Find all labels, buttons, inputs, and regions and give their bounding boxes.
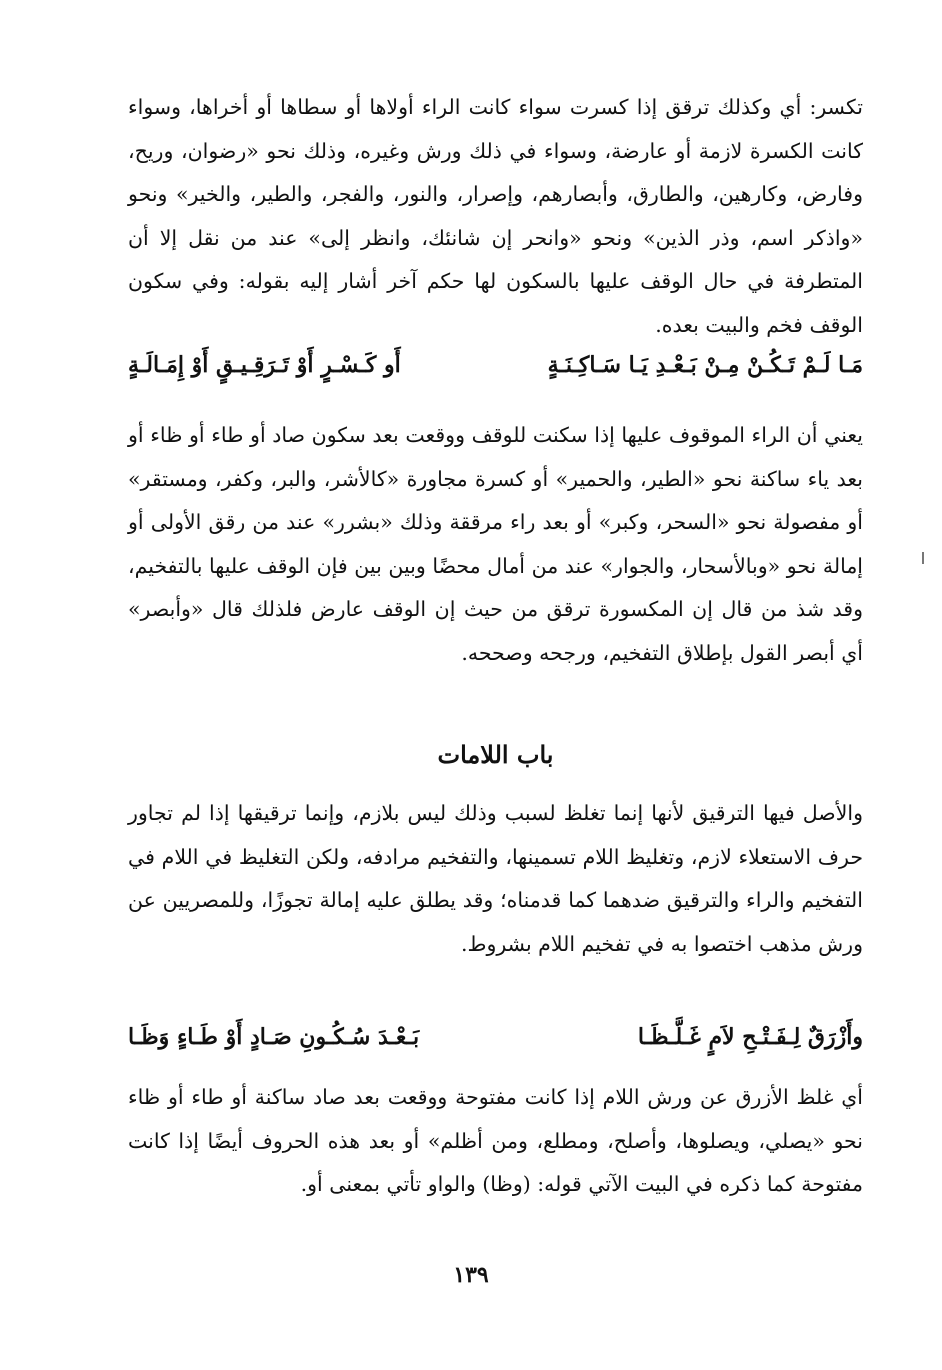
verse-1-first-hemistich: مَـا لَـمْ تَـكُـنْ مِـنْ بَـعْـدِ يَـا سَـاكِـنَـةٍ xyxy=(547,352,863,378)
verse-line-2 xyxy=(128,1024,863,1074)
paragraph-1: تكسر: أي وكذلك ترقق إذا كسرت سواء كانت الراء أولاها أو سطاها أو أخراها، وسواء كانت الكسرة لازمة أو عارضة، وسواء في ذلك ورش وغيره، وذلك نحو «رضوان، وريح، وفارض، وكارهين، والطارق، وأبصارهم، وإصرار، والنور، والفجر، والطير، والخير» ونحو «واذكر اسم، وذر الذين» ونحو «وانحر إن شانئك، وانظر إلى» عند من نقل إلا أن المتطرفة في حال الوقف عليها بالسكون لها حكم آخر أشار إليه بقوله: وفي سكون الوقف فخم والبيت بعده. xyxy=(128,95,863,337)
page-number: ١٣٩ xyxy=(453,1262,489,1288)
verse-2-first-hemistich: وأَزْرَقٌ لِـفَـتْـحِ لاَمٍ غَـلَّـظَـا xyxy=(637,1024,863,1050)
verse-1-second-hemistich: أَو كَـسْـرٍ أَوْ تَـرَقِـيـقٍ أَوْ إِمَـالَـةٍ xyxy=(128,352,401,378)
paragraph-2: يعني أن الراء الموقوف عليها إذا سكنت للوقف ووقعت بعد سكون صاد أو طاء أو ظاء أو بعد ياء ساكنة نحو «الطير، والحمير» أو كسرة مجاورة «كالأشر، والبر، وكفر، ومستقر» أو مفصولة نحو «السحر، وكبر» أو بعد راء مرققة وذلك «بشرر» عند من رقق الأولى أو إمالة نحو «وبالأسحار، والجوار» عند من أمال محضًا وبين بين فإن الوقف عليها بالتفخيم، وقد شذ من قال إن المكسورة ترقق من حيث إن الوقف عارض فلذلك قال «وأبصر» أي أبصر القول بإطلاق التفخيم، ورجحه وصححه. xyxy=(128,423,863,665)
verse-line-1 xyxy=(128,352,863,402)
section-heading: باب اللامات xyxy=(437,740,554,769)
paragraph-4: أي غلظ الأزرق عن ورش اللام إذا كانت مفتوحة ووقعت بعد صاد ساكنة أو طاء أو ظاء نحو «يصلي، ويصلوها، وأصلح، ومطلع، ومن أظلم» أو بعد هذه الحروف أيضًا إذا كانت مفتوحة كما ذكره في البيت الآتي قوله: (وظا) والواو تأتي بمعنى أو. xyxy=(128,1085,863,1196)
margin-mark xyxy=(922,552,924,564)
verse-2-second-hemistich: بَـعْـدَ سُـكُـونِ صَـادٍ أَوْ طَـاءٍ وَظَـا xyxy=(128,1024,420,1050)
paragraph-3: والأصل فيها الترقيق لأنها إنما تغلظ لسبب وذلك ليس بلازم، وإنما ترقيقها إذا لم تجاور حرف الاستعلاء لازم، وتغليظ اللام تسمينها، والتفخيم مرادفه، ولكن التغليظ في اللام في التفخيم والراء والترقيق ضدهما كما قدمناه؛ وقد يطلق عليه إمالة تجوزًا، وللمصريين عن ورش مذهب اختصوا به في تفخيم اللام بشروط. xyxy=(128,801,863,956)
